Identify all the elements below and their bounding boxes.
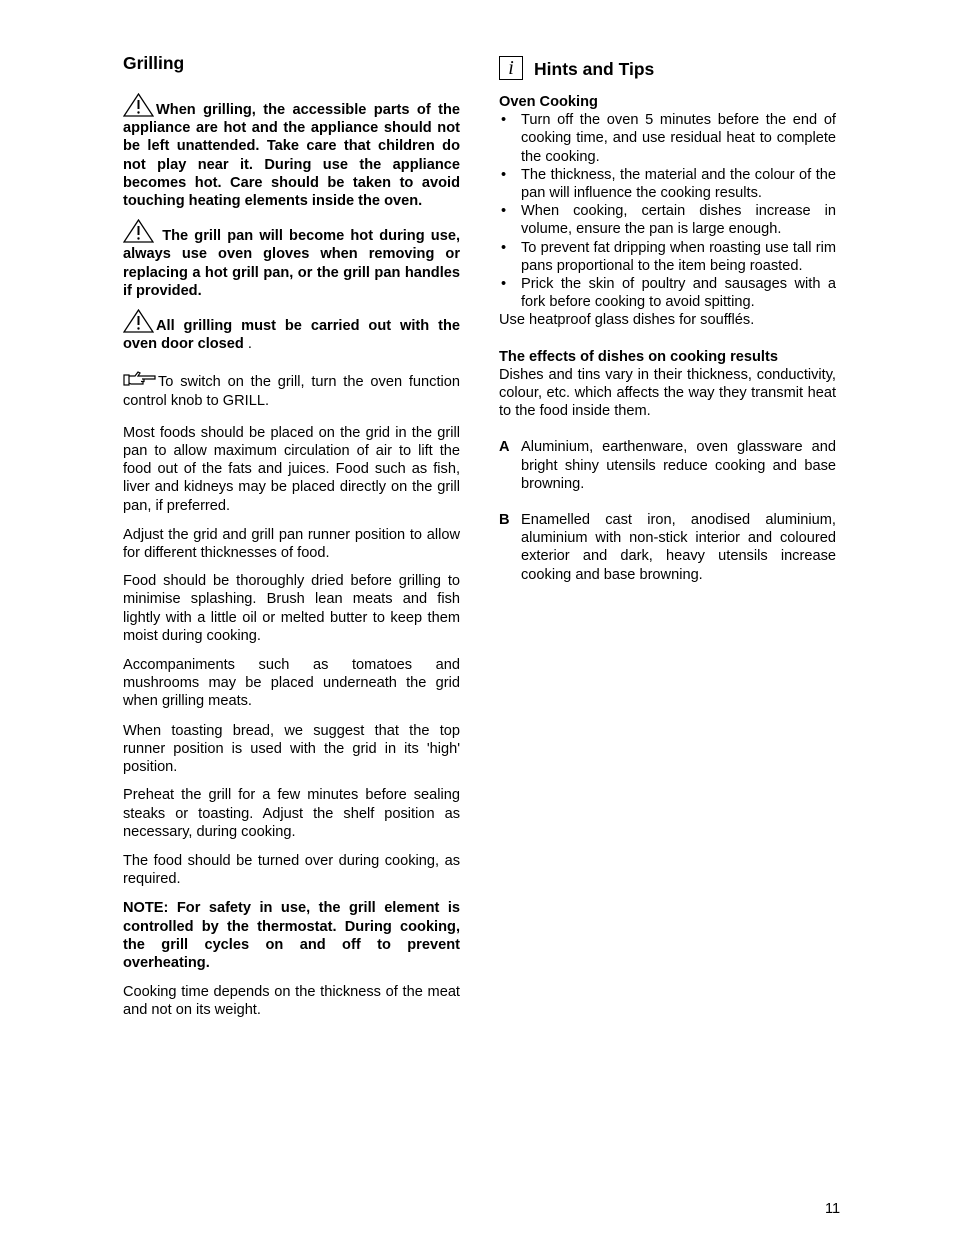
warning-door-closed	[123, 309, 460, 353]
grilling-column	[123, 52, 460, 1020]
effects-text: Dishes and tins vary in their thickness, conductivity, colour, etc. which affects the way they transmit heat to the food inside them.	[499, 366, 836, 420]
hints-header	[499, 56, 836, 80]
item-letter: A	[499, 439, 510, 456]
item-b	[499, 511, 836, 584]
list-item: • The thickness, the material and the colour of the pan will influence the cooking results.	[499, 166, 836, 202]
info-icon: i	[499, 56, 523, 80]
warning-triangle-icon	[123, 93, 154, 117]
souffle-tip: Use heatproof glass dishes for soufflés.	[499, 312, 755, 329]
grilling-title: Grilling	[123, 53, 185, 73]
item-text: Aluminium, earthenware, oven glassware and bright shiny utensils reduce cooking and base browning.	[521, 439, 836, 492]
warning-triangle-icon	[123, 219, 154, 243]
warning-hot-parts-text: When grilling, the accessible parts of the appliance are hot and the appliance should not be left unattended. Take care that children do not play near it. During use the appliance becomes hot. Care should be taken to avoid touching heating elements inside the oven.	[123, 102, 460, 210]
warning-grill-pan	[123, 219, 460, 300]
warning-triangle-icon	[123, 309, 154, 333]
pointing-hand-icon	[123, 371, 157, 386]
paragraph-cooking-time: Cooking time depends on the thickness of the meat and not on its weight.	[123, 984, 460, 1019]
paragraph-grid-placement: Most foods should be placed on the grid in the grill pan to allow maximum circulation of air to lift the food out of the fats and juices. Food such as fish, liver and kidneys may be placed directly on the grill pan, if preferred.	[123, 424, 460, 514]
list-item: • To prevent fat dripping when roasting use tall rim pans proportional to the item being roasted.	[499, 239, 836, 275]
hints-column	[499, 56, 836, 584]
list-item: • Prick the skin of poultry and sausages with a fork before cooking to avoid spitting.	[499, 275, 836, 311]
paragraph-accompaniments: Accompaniments such as tomatoes and mushrooms may be placed underneath the grid when grilling meats.	[123, 657, 460, 710]
hints-title: Hints and Tips	[534, 59, 655, 79]
paragraph-runner-position: Adjust the grid and grill pan runner position to allow for different thicknesses of food.	[123, 526, 460, 562]
paragraph-turn-over: The food should be turned over during cooking, as required.	[123, 852, 460, 888]
warning-door-closed-text: All grilling must be carried out with the oven door closed	[123, 318, 460, 353]
paragraph-preheat: Preheat the grill for a few minutes before sealing steaks or toasting. Adjust the shelf position as necessary, during cooking.	[123, 787, 460, 840]
grill-switch-note	[123, 371, 460, 409]
oven-cooking-tips	[499, 111, 836, 311]
list-item: • When cooking, certain dishes increase in volume, ensure the pan is large enough.	[499, 202, 836, 238]
grill-switch-note-text: To switch on the grill, turn the oven function control knob to GRILL.	[123, 374, 460, 409]
item-a	[499, 438, 836, 493]
item-text: Enamelled cast iron, anodised aluminium, aluminium with non-stick interior and coloured exterior and dark, heavy utensils increase cooking and base browning.	[521, 512, 836, 583]
oven-cooking-heading: Oven Cooking	[499, 94, 598, 110]
page-number: 11	[825, 1201, 841, 1217]
item-letter: B	[499, 512, 510, 529]
effects-heading: The effects of dishes on cooking results	[499, 348, 778, 365]
warning-door-closed-tail: .	[243, 336, 252, 353]
safety-note: NOTE: For safety in use, the grill element is controlled by the thermostat. During cooking, the grill cycles on and off to prevent overheating.	[123, 900, 460, 971]
list-item: • Turn off the oven 5 minutes before the end of cooking time, and use residual heat to complete the cooking.	[499, 111, 836, 166]
paragraph-dry-food: Food should be thoroughly dried before grilling to minimise splashing. Brush lean meats and fish lightly with a little oil or melted butter to keep them moist during cooking.	[123, 573, 460, 644]
warning-hot-parts	[123, 93, 460, 210]
warning-grill-pan-text: The grill pan will become hot during use, always use oven gloves when removing or replacing a hot grill pan, or the grill pan handles if provided.	[123, 228, 461, 299]
paragraph-toasting: When toasting bread, we suggest that the top runner position is used with the grid in its 'high' position.	[123, 722, 460, 776]
